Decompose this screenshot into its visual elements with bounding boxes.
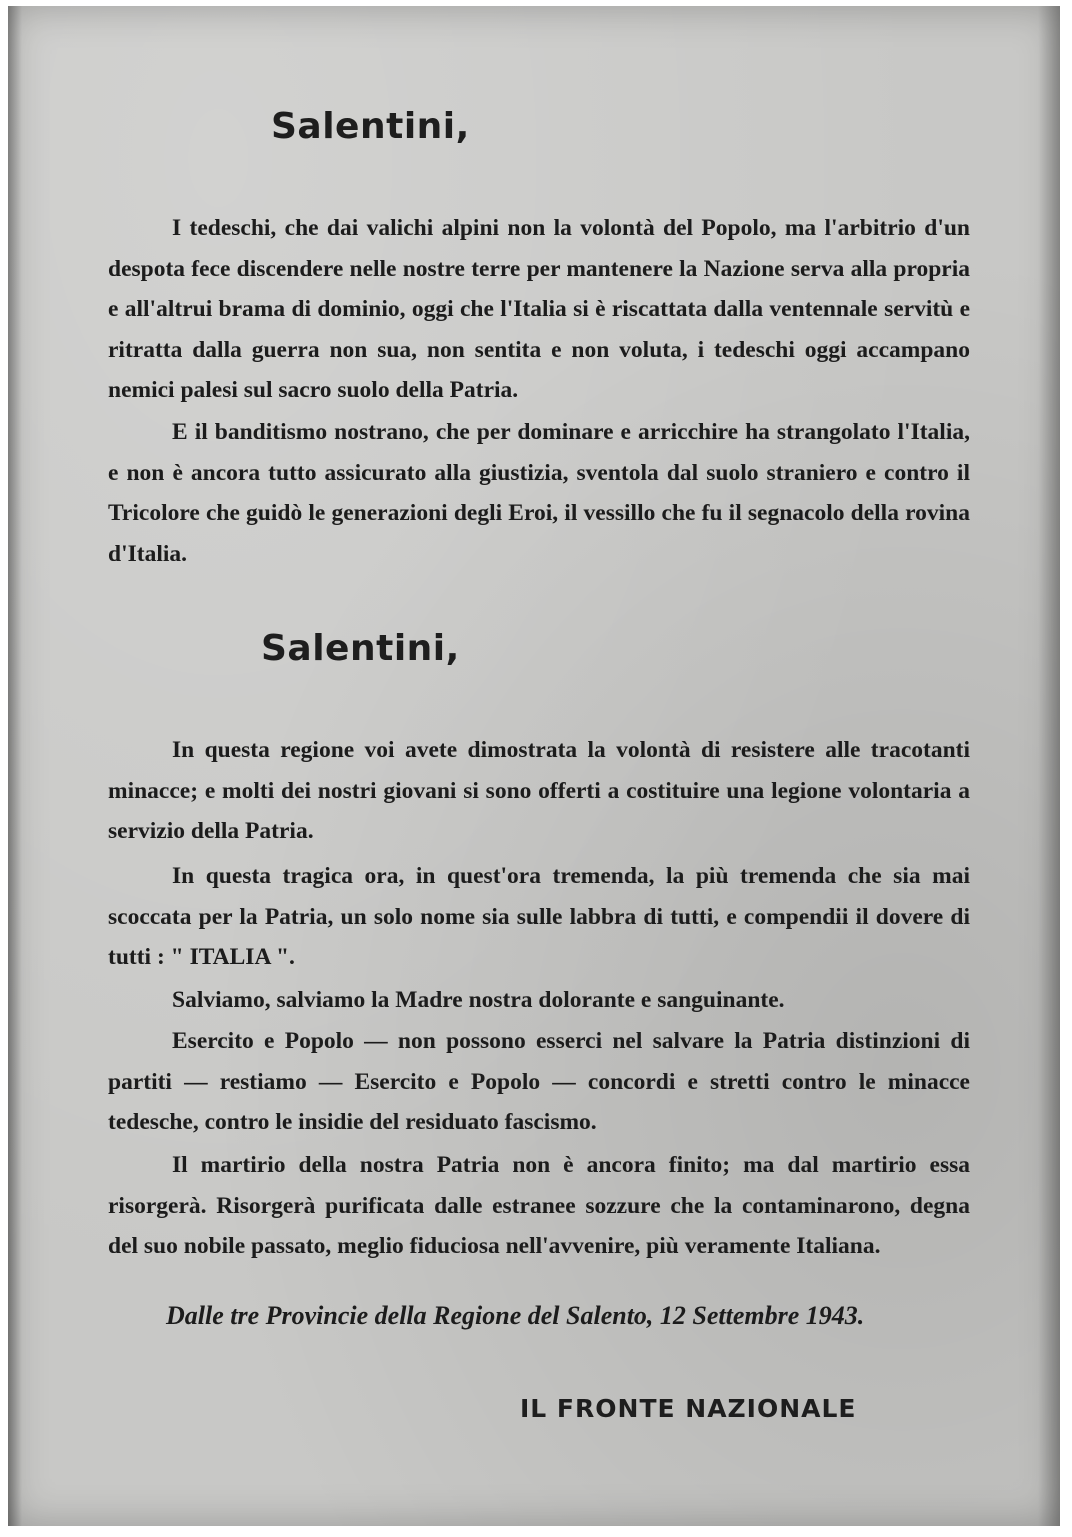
paragraph-2: E il banditismo nostrano, che per dominare e arricchire ha strangolato l'Italia, e non è ancora tutto assicurato alla giustizia, sventola dal suolo straniero e contro il Tricolore che guidò le generazioni degli Eroi, il vessillo che fu il segnacolo della rovina d'Italia.	[108, 419, 970, 567]
poster-sheet	[8, 6, 1060, 1526]
paragraph-6: Esercito e Popolo — non possono esserci nel salvare la Patria distinzioni di partiti — restiamo — Esercito e Popolo — concordi e stretti contro le minacce tedesche, contro le insidie del residuato fascismo.	[108, 1028, 970, 1135]
paragraph-5: Salviamo, salviamo la Madre nostra dolorante e sanguinante.	[172, 987, 785, 1013]
heading-salentini-2: Salentini,	[261, 628, 460, 669]
paragraph-4: In questa tragica ora, in quest'ora tremenda, la più tremenda che sia mai scoccata per la Patria, un solo nome sia sulle labbra di tutti, e compendii il dovere di tutti : " ITALIA ".	[108, 863, 970, 970]
dateline: Dalle tre Provincie della Regione del Salento, 12 Settembre 1943.	[166, 1301, 865, 1330]
paragraph-3: In questa regione voi avete dimostrata la volontà di resistere alle tracotanti minacce; e molti dei nostri giovani si sono offerti a costituire una legione volontaria a servizio della Patria.	[108, 737, 970, 844]
heading-salentini-1: Salentini,	[271, 106, 470, 147]
signature: IL FRONTE NAZIONALE	[520, 1394, 857, 1423]
paragraph-1: I tedeschi, che dai valichi alpini non la volontà del Popolo, ma l'arbitrio d'un despota fece discendere nelle nostre terre per mantenere la Nazione serva alla propria e all'altrui brama di dominio, oggi che l'Italia si è riscattata dalla ventennale servitù e ritratta dalla guerra non sua, non sentita e non voluta, i tedeschi oggi accampano nemici palesi sul sacro suolo della Patria.	[108, 215, 970, 403]
paragraph-7: Il martirio della nostra Patria non è ancora finito; ma dal martirio essa risorgerà. Risorgerà purificata dalle estranee sozzure che la contaminarono, degna del suo nobile passato, meglio fiduciosa nell'avvenire, più veramente Italiana.	[108, 1152, 970, 1259]
